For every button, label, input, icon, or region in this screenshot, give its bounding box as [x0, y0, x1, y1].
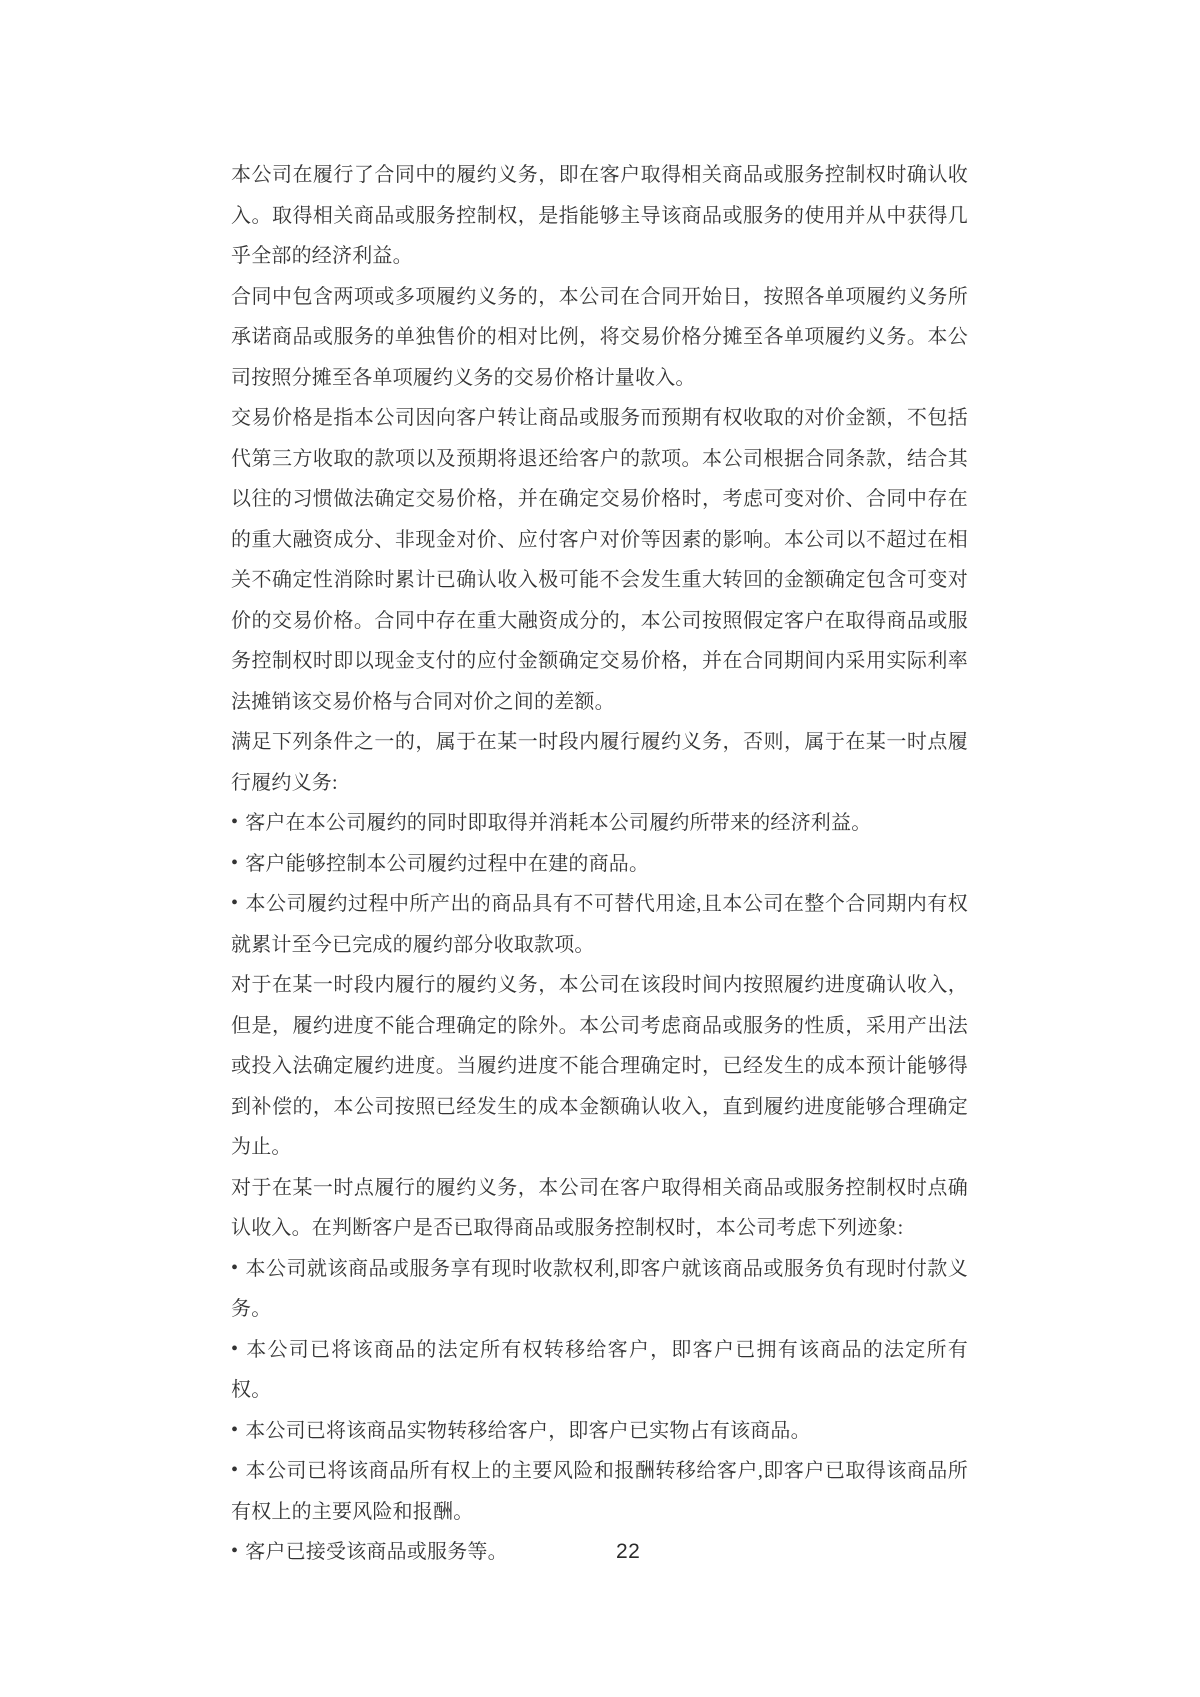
bullet-item-physical-transfer: [231, 1411, 968, 1452]
bullet-item-control-in-progress: [231, 844, 968, 885]
bullet-text: 本公司已将该商品的法定所有权转移给客户，即客户已拥有该商品的法定所有权。: [231, 1338, 968, 1401]
paragraph-performance-obligation: 本公司在履行了合同中的履约义务，即在客户取得相关商品或服务控制权时确认收入。取得相关商品或服务控制权，是指能够主导该商品或服务的使用并从中获得几乎全部的经济利益。: [231, 164, 968, 267]
bullet-text: 客户能够控制本公司履约过程中在建的商品。: [245, 852, 650, 875]
paragraph-period-conditions-intro: 满足下列条件之一的，属于在某一时段内履行履约义务，否则，属于在某一时点履行履约义务:: [231, 731, 968, 794]
bullet-item-risks-rewards: [231, 1451, 968, 1532]
bullet-icon: •: [231, 1256, 239, 1279]
bullet-item-payment-right: [231, 1249, 968, 1330]
bullet-icon: •: [231, 1418, 239, 1441]
paragraph-point-in-time-intro: 对于在某一时点履行的履约义务，本公司在客户取得相关商品或服务控制权时点确认收入。在判断客户是否已取得商品或服务控制权时，本公司考虑下列迹象:: [231, 1176, 968, 1239]
bullet-text: 本公司就该商品或服务享有现时收款权利,即客户就该商品或服务负有现时付款义务。: [231, 1257, 968, 1320]
text-column: [231, 155, 968, 1573]
bullet-text: 本公司履约过程中所产出的商品具有不可替代用途,且本公司在整个合同期内有权就累计至今已完成的履约部分收取款项。: [231, 893, 968, 956]
bullet-icon: •: [231, 1337, 239, 1360]
paragraph-over-time-recognition: 对于在某一时段内履行的履约义务，本公司在该段时间内按照履约进度确认收入，但是，履约进度不能合理确定的除外。本公司考虑商品或服务的性质，采用产出法或投入法确定履约进度。当履约进度不能合理确定时，已经发生的成本预计能够得到补偿的，本公司按照已经发生的成本金额确认收入，直到履约进度能够合理确定为止。: [231, 974, 968, 1158]
paragraph-multiple-obligations: 合同中包含两项或多项履约义务的，本公司在合同开始日，按照各单项履约义务所承诺商品或服务的单独售价的相对比例，将交易价格分摊至各单项履约义务。本公司按照分摊至各单项履约义务的交易价格计量收入。: [231, 285, 968, 389]
bullet-item-customer-accepted: [231, 1532, 968, 1573]
bullet-item-consume-benefit: [231, 803, 968, 844]
bullet-text: 客户在本公司履约的同时即取得并消耗本公司履约所带来的经济利益。: [245, 812, 872, 834]
bullet-item-legal-ownership: [231, 1330, 968, 1411]
bullet-icon: •: [231, 851, 239, 874]
bullet-icon: •: [231, 1459, 239, 1481]
bullet-text: 本公司已将该商品所有权上的主要风险和报酬转移给客户,即客户已取得该商品所有权上的主要风险和报酬。: [231, 1460, 968, 1523]
bullet-item-no-alternative-use: [231, 884, 968, 965]
bullet-icon: •: [231, 892, 239, 914]
paragraph-transaction-price: 交易价格是指本公司因向客户转让商品或服务而预期有权收取的对价金额，不包括代第三方收取的款项以及预期将退还给客户的款项。本公司根据合同条款，结合其以往的习惯做法确定交易价格，并在确定交易价格时，考虑可变对价、合同中存在的重大融资成分、非现金对价、应付客户对价等因素的影响。本公司以不超过在相关不确定性消除时累计已确认收入极可能不会发生重大转回的金额确定包含可变对价的交易价格。合同中存在重大融资成分的，本公司按照假定客户在取得商品或服务控制权时即以现金支付的应付金额确定交易价格，并在合同期间内采用实际利率法摊销该交易价格与合同对价之间的差额。: [231, 407, 968, 713]
bullet-text: 本公司已将该商品实物转移给客户，即客户已实物占有该商品。: [245, 1419, 811, 1442]
bullet-icon: •: [231, 1540, 239, 1562]
bullet-text: 客户已接受该商品或服务等。: [245, 1541, 508, 1563]
bullet-icon: •: [231, 811, 239, 833]
page-number: 22: [616, 1540, 641, 1563]
